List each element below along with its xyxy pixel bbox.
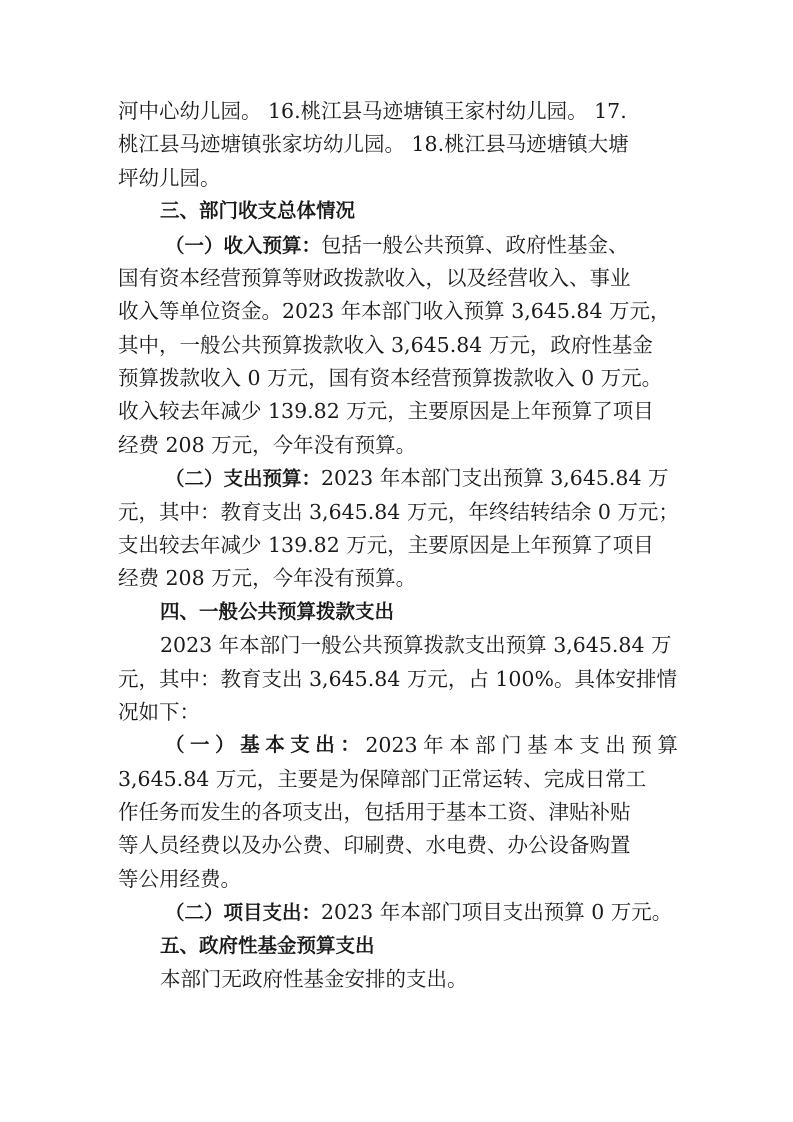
basic-text-char: 门 (501, 733, 522, 757)
intro-line-3: 坪幼儿园。 (118, 166, 221, 190)
income-line-5: 预算拨款收入 0 万元，国有资本经营预算拨款收入 0 万元。 (118, 366, 663, 390)
section-3-heading: 三、部门收支总体情况 (160, 199, 356, 222)
expense-line-3: 支出较去年减少 139.82 万元，主要原因是上年预算了项目 (118, 533, 654, 557)
basic-expense-line-2: 3,645.84 万元，主要是为保障部门正常运转、完成日常工 (118, 767, 647, 791)
basic-text-char: 2023 (365, 733, 418, 757)
income-line-6: 收入较去年减少 139.82 万元，主要原因是上年预算了项目 (118, 399, 654, 423)
basic-label-char: 一 (190, 733, 210, 756)
basic-label-char: （ (165, 733, 185, 756)
section-5-heading: 五、政府性基金预算支出 (160, 934, 375, 957)
basic-label-char: 本 (265, 733, 285, 756)
income-line-4: 其中，一般公共预算拨款收入 3,645.84 万元，政府性基金 (118, 333, 653, 357)
basic-text-char: 预 (631, 733, 652, 757)
general-budget-line-1: 2023 年本部门一般公共预算拨款支出预算 3,645.84 万 (160, 633, 672, 657)
project-label: （二）项目支出： (165, 901, 322, 924)
basic-expense-line-3: 作任务而发生的各项支出，包括用于基本工资、津贴补贴 (118, 800, 631, 824)
income-label: （一）收入预算： (165, 234, 322, 257)
expense-line-2: 元，其中：教育支出 3,645.84 万元，年终结转结余 0 万元； (118, 500, 679, 524)
basic-label-char: 出 (315, 733, 335, 756)
section-4-heading: 四、一般公共预算拨款支出 (160, 600, 395, 623)
project-expense-line (165, 895, 725, 929)
general-budget-line-3: 况如下： (118, 700, 200, 724)
project-text: 2023 年本部门项目支出预算 0 万元。 (321, 900, 673, 924)
income-paragraph-line-1 (165, 228, 725, 262)
basic-text-char: 支 (579, 733, 600, 757)
general-budget-line-2: 元，其中：教育支出 3,645.84 万元，占 100%。具体安排情 (118, 667, 677, 691)
income-line-7: 经费 208 万元，今年没有预算。 (118, 433, 417, 457)
basic-text-char: 本 (553, 733, 574, 757)
expense-line-4: 经费 208 万元，今年没有预算。 (118, 566, 417, 590)
basic-text-char: 部 (475, 733, 496, 757)
basic-expense-line-4: 等人员经费以及办公费、印刷费、水电费、办公设备购置 (118, 833, 631, 857)
basic-label-char: 支 (290, 733, 310, 756)
income-line-2: 国有资本经营预算等财政拨款收入，以及经营收入、事业 (118, 266, 631, 290)
expense-paragraph-line-1 (165, 461, 725, 495)
basic-text-char: 本 (449, 733, 470, 757)
income-text-1: 包括一般公共预算、政府性基金、 (321, 233, 629, 257)
basic-label-char: 基 (240, 733, 260, 756)
basic-text-char: 出 (605, 733, 626, 757)
basic-label-char: ： (340, 733, 360, 756)
basic-expense-line-5: 等公用经费。 (118, 867, 241, 891)
intro-line-2: 桃江县马迹塘镇张家坊幼儿园。 18.桃江县马迹塘镇大塘 (118, 132, 629, 156)
basic-label-char: ） (215, 733, 235, 756)
basic-text-char: 算 (657, 733, 678, 757)
income-line-3: 收入等单位资金。2023 年本部门收入预算 3,645.84 万元， (118, 299, 671, 323)
basic-text-char: 年 (423, 733, 444, 757)
basic-text-char: 基 (527, 733, 548, 757)
basic-expense-line-1 (165, 728, 678, 762)
expense-text-1: 2023 年本部门支出预算 3,645.84 万 (321, 466, 669, 490)
intro-line-1: 河中心幼儿园。 16.桃江县马迹塘镇王家村幼儿园。 17. (118, 99, 627, 123)
section-5-text: 本部门无政府性基金安排的支出。 (160, 967, 468, 991)
expense-label: （二）支出预算： (165, 467, 322, 490)
